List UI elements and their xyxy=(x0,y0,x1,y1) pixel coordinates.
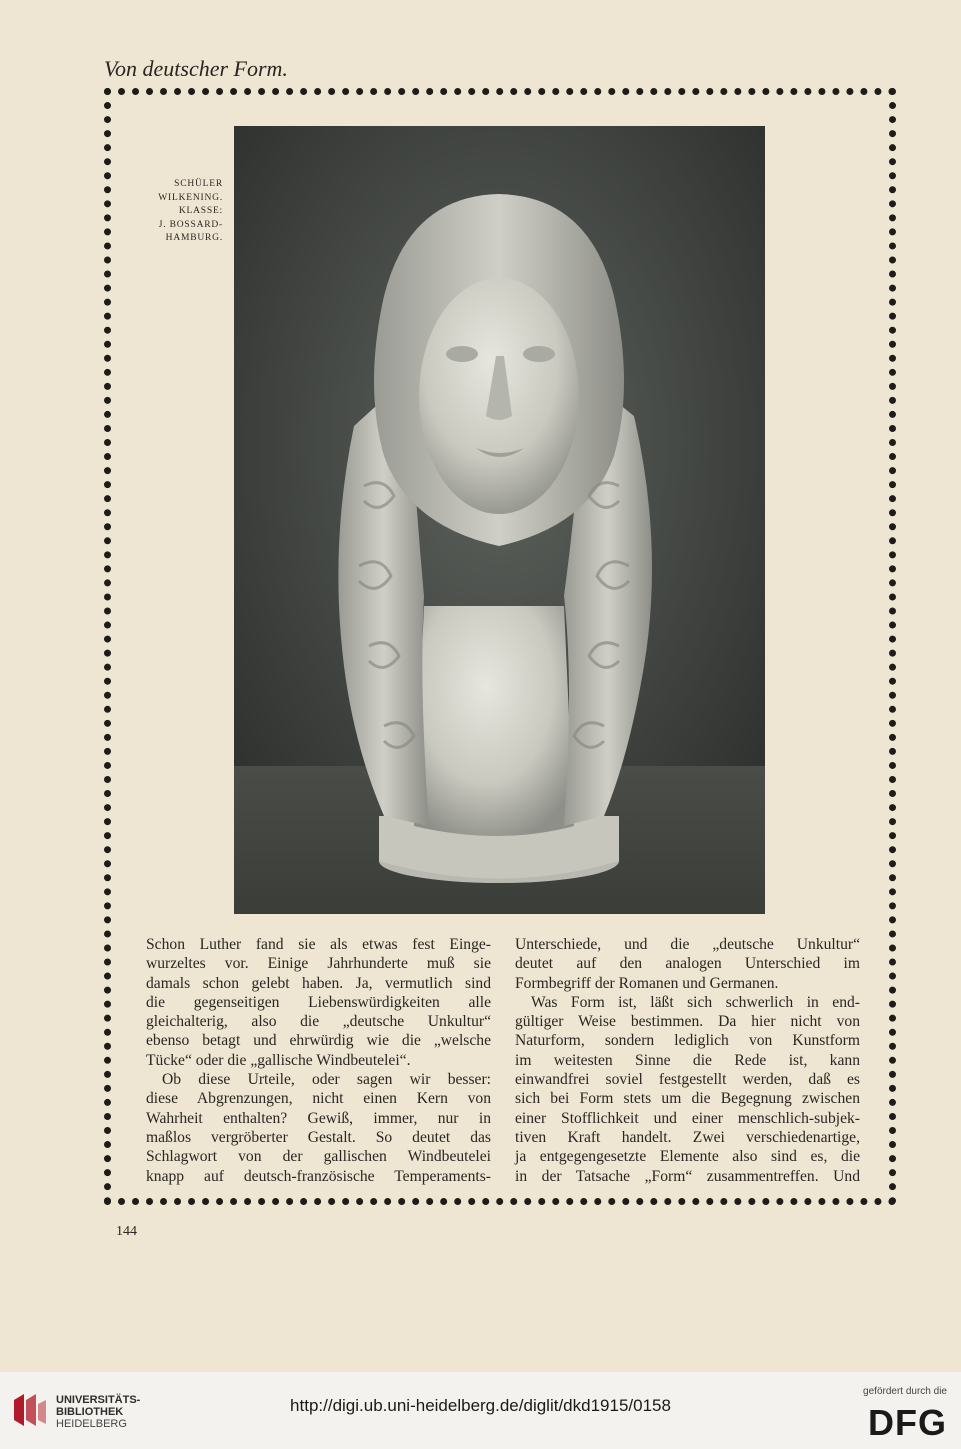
text-line: sich bei Form stets um die Begegnung zwischen xyxy=(515,1090,860,1108)
text-line: die gegenseitigen Liebenswürdigkeiten alle xyxy=(146,993,491,1011)
text-line: Schon Luther fand sie als etwas fest Einge- xyxy=(146,936,491,953)
text-line: damals schon gelebt haben. Ja, vermutlich sind xyxy=(146,974,491,992)
text-line: einer Stofflichkeit und einer menschlich-subjek- xyxy=(515,1109,860,1127)
library-line: BIBLIOTHEK xyxy=(56,1406,124,1418)
text-column-right xyxy=(515,935,860,1186)
text-line: Ob diese Urteile, oder sagen wir besser: xyxy=(162,1071,491,1089)
caption-line: J. BOSSARD- xyxy=(158,219,223,230)
text-line: im weitesten Sinne die Rede ist, kann xyxy=(515,1051,860,1069)
text-column-left xyxy=(146,935,491,1186)
text-line: wurzeltes vor. Einige Jahrhunderte muß sie xyxy=(146,955,491,973)
text-line: diese Abgrenzungen, nicht einen Kern von xyxy=(146,1090,491,1108)
text-line: in der Tatsache „Form“ zusammentreffen. Und xyxy=(515,1167,860,1185)
caption-line: WILKENING. xyxy=(158,192,223,203)
library-line: HEIDELBERG xyxy=(56,1418,127,1430)
library-line: UNIVERSITÄTS- xyxy=(56,1394,141,1406)
caption-line: HAMBURG. xyxy=(165,233,223,243)
caption-line: SCHÜLER xyxy=(174,179,223,189)
sculpture-photograph xyxy=(234,126,765,914)
sculpture-bust-image xyxy=(234,126,765,914)
text-line: ja entgegengesetzte Elemente also sind es, die xyxy=(515,1148,860,1166)
text-line: knapp auf deutsch-französische Temperaments- xyxy=(146,1167,491,1185)
text-line: Naturform, sondern lediglich von Kunstform xyxy=(515,1032,860,1050)
text-line: gleichalterig, also die „deutsche Unkultur“ xyxy=(146,1013,491,1031)
caption-line: KLASSE: xyxy=(178,206,223,216)
running-head: Von deutscher Form. xyxy=(104,56,288,81)
text-line: ebenso betagt und ehrwürdig wie die „welsche xyxy=(146,1032,491,1050)
text-line: Schlagwort von der gallischen Windbeutelei xyxy=(146,1148,491,1166)
funding-label: gefördert durch die xyxy=(863,1386,947,1397)
text-line: Formbegriff der Romanen und Germanen. xyxy=(515,974,779,992)
text-line: Unterschiede, und die „deutsche Unkultur“ xyxy=(515,936,860,953)
text-line: tiven Kraft handelt. Zwei verschiedenartige, xyxy=(515,1128,860,1146)
text-line: Was Form ist, läßt sich schwerlich in end- xyxy=(531,993,860,1011)
permalink-url[interactable]: http://digi.ub.uni-heidelberg.de/diglit/dkd1915/0158 xyxy=(290,1396,671,1415)
photo-caption xyxy=(103,178,223,246)
text-line: Wahrheit enthalten? Gewiß, immer, nur in xyxy=(146,1109,491,1127)
text-line: gültiger Weise bestimmen. Da hier nicht von xyxy=(515,1013,860,1031)
text-line: einwandfrei soviel festgestellt werden, daß es xyxy=(515,1071,860,1089)
text-line: maßlos vergröberter Gestalt. So deutet das xyxy=(146,1128,491,1146)
page-number: 144 xyxy=(116,1224,137,1239)
text-line: Tücke“ oder die „gallische Windbeutelei“. xyxy=(146,1051,411,1069)
text-line: deutet auf den analogen Unterschied im xyxy=(515,955,860,973)
dfg-logo[interactable]: DFG xyxy=(868,1402,947,1443)
